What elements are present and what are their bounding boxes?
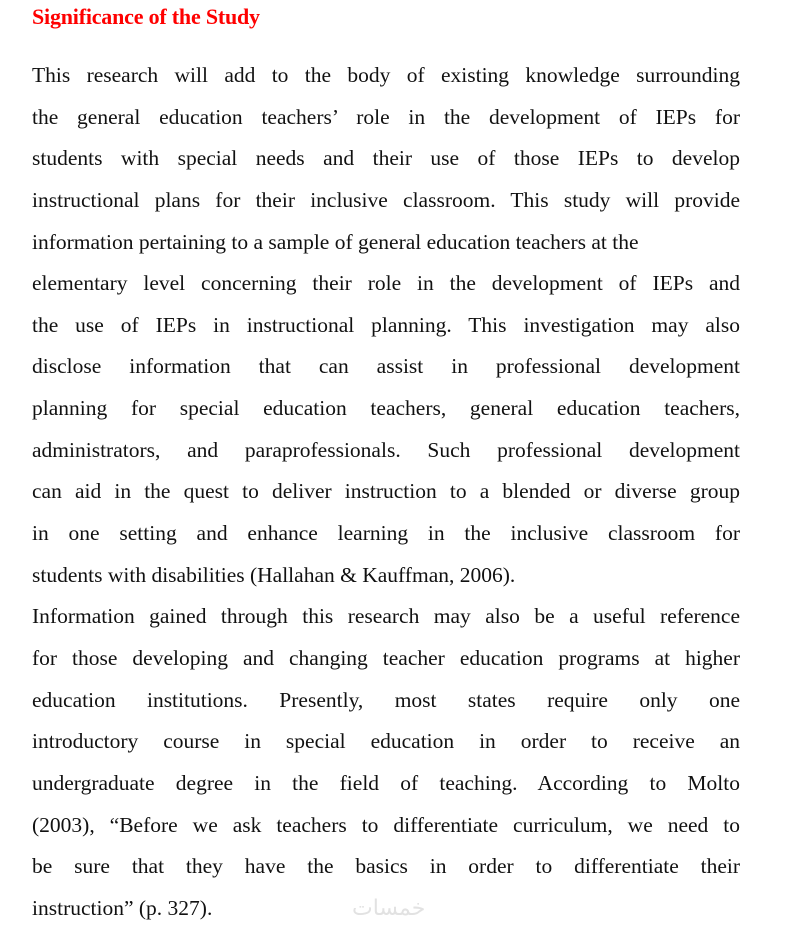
text-line: instruction” (p. 327).: [32, 895, 213, 920]
section-heading: Significance of the Study: [32, 4, 260, 29]
text-line: the general education teachers’ role in the development of IEPs for: [32, 104, 740, 129]
text-line: for those developing and changing teacher education programs at higher: [32, 645, 740, 670]
text-line: (2003), “Before we ask teachers to differentiate curriculum, we need to: [32, 812, 740, 837]
text-line: students with special needs and their use of those IEPs to develop: [32, 146, 740, 171]
text-line: disclose information that can assist in professional development: [32, 354, 740, 379]
text-line: in one setting and enhance learning in the inclusive classroom for: [32, 521, 740, 546]
text-line: students with disabilities (Hallahan & Kauffman, 2006).: [32, 562, 516, 587]
text-line: planning for special education teachers, general education teachers,: [32, 396, 740, 421]
text-line: This research will add to the body of existing knowledge surrounding: [32, 63, 740, 87]
text-line: undergraduate degree in the field of teaching. According to Molto: [32, 770, 740, 795]
text-line: instructional plans for their inclusive classroom. This study will provide: [32, 187, 740, 212]
text-line: Information gained through this research may also be a useful reference: [32, 604, 740, 629]
text-line: elementary level concerning their role in the development of IEPs and: [32, 271, 740, 296]
text-line: introductory course in special education in order to receive an: [32, 729, 740, 754]
text-line: education institutions. Presently, most states require only one: [32, 687, 740, 712]
text-line: be sure that they have the basics in order to differentiate their: [32, 854, 740, 879]
watermark-logo: خمسات: [352, 896, 426, 921]
text-line: administrators, and paraprofessionals. Such professional development: [32, 437, 740, 462]
text-line: the use of IEPs in instructional planning. This investigation may also: [32, 312, 740, 337]
text-line: information pertaining to a sample of general education teachers at the: [32, 229, 639, 254]
body-paragraphs: [32, 58, 740, 932]
text-line: can aid in the quest to deliver instruction to a blended or diverse group: [32, 479, 740, 504]
